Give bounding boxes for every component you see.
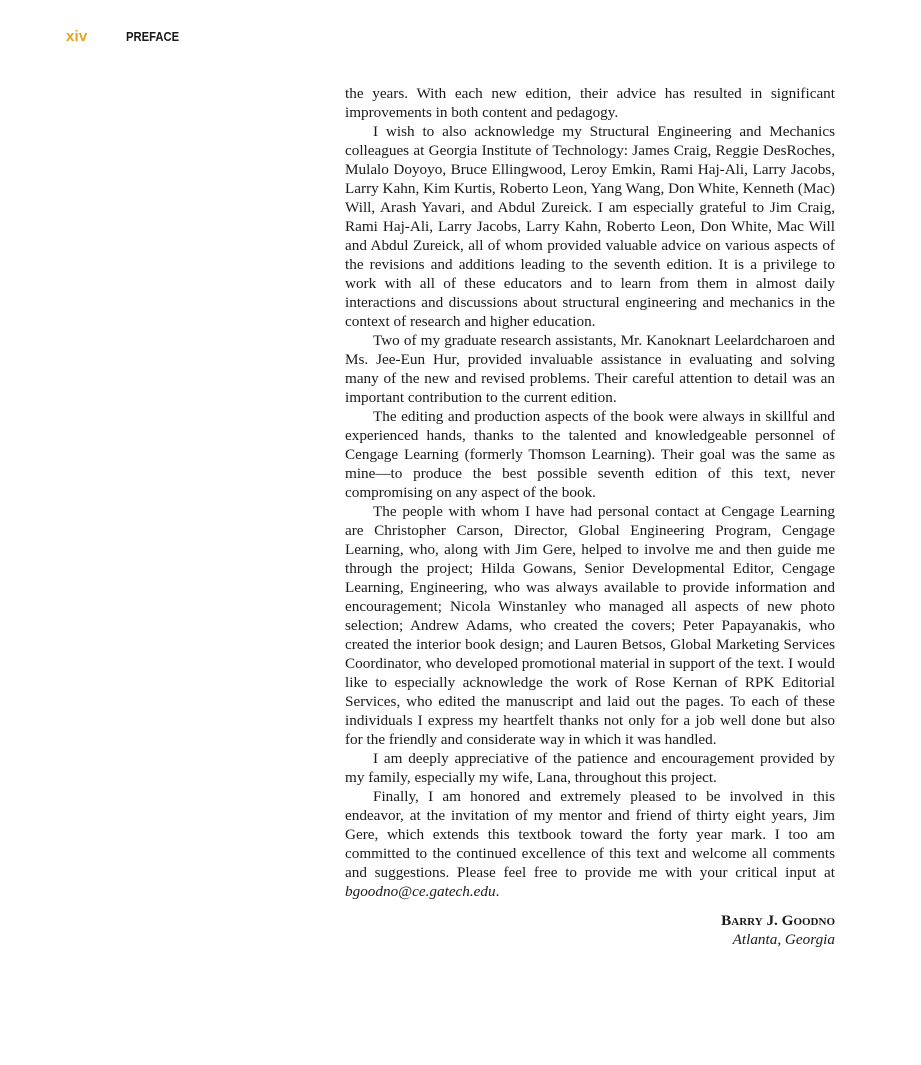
author-location: Atlanta, Georgia [732,931,835,948]
signature-block [345,911,835,949]
paragraph-research-assistants: Two of my graduate research assistants, Mr. Kanoknart Leelardcharoen and Ms. Jee-Eun Hur, provided invaluable assistance in evaluating and solving many of the new and revised problems. Their careful attention to detail was an important contribution to the current edition. [345,332,835,406]
paragraph-continuation: the years. With each new edition, their advice has resulted in significant improvements in both content and pedagogy. [345,85,835,121]
author-name: Barry J. Goodno [721,912,835,929]
preface-body [345,84,835,949]
section-title: PREFACE [125,30,180,44]
paragraph-final [345,787,835,901]
final-paragraph-text: Finally, I am honored and extremely pleased to be involved in this endeavor, at the invitation of my mentor and friend of thirty eight years, Jim Gere, which extends this textbook toward the forty year mark. I too am committed to the continued excellence of this text and welcome all comments and suggestions. Please feel free to provide me with your critical input at [345,788,835,881]
page-number: xiv [66,28,88,45]
email-address: bgoodno@ce.gatech.edu [345,883,496,900]
running-head [66,28,185,46]
paragraph-production: The editing and production aspects of the book were always in skillful and experienced hands, thanks to the talented and knowledgeable personnel of Cengage Learning (formerly Thomson Learning). Their goal was the same as mine—to produce the best possible seventh edition of this text, never compromising on any aspect of the book. [345,408,835,501]
paragraph-cengage-contacts: The people with whom I have had personal contact at Cengage Learning are Christopher Carson, Director, Global Engineering Program, Cengage Learning, who, along with Jim Gere, helped to involve me and then guide me through the project; Hilda Gowans, Senior Developmental Editor, Cengage Learning, Engineering, who was always available to provide information and encouragement; Nicola Winstanley who managed all aspects of new photo selection; Andrew Adams, who created the covers; Peter Papayanakis, who created the interior book design; and Lauren Betsos, Global Marketing Services Coordinator, who developed promotional material in support of the text. I would like to especially acknowledge the work of Rose Kernan of RPK Editorial Services, who edited the manuscript and laid out the pages. To each of these individuals I express my heartfelt thanks not only for a job well done but also for the friendly and considerate way in which it was handled. [345,503,835,748]
final-punctuation: . [495,883,500,900]
paragraph-family: I am deeply appreciative of the patience and encouragement provided by my family, especially my wife, Lana, throughout this project. [345,750,835,786]
paragraph-colleagues: I wish to also acknowledge my Structural Engineering and Mechanics colleagues at Georgia Institute of Technology: James Craig, Reggie DesRoches, Mulalo Doyoyo, Bruce Ellingwood, Leroy Emkin, Rami Haj-Ali, Larry Jacobs, Larry Kahn, Kim Kurtis, Roberto Leon, Yang Wang, Don White, Kenneth (Mac) Will, Arash Yavari, and Abdul Zureick. I am especially grateful to Jim Craig, Rami Haj-Ali, Larry Jacobs, Larry Kahn, Roberto Leon, Don White, Mac Will and Abdul Zureick, all of whom provided valuable advice on various aspects of the revisions and additions leading to the seventh edition. It is a privilege to work with all of these educators and to learn from them in almost daily interactions and discussions about structural engineering and mechanics in the context of research and higher education. [345,123,835,330]
